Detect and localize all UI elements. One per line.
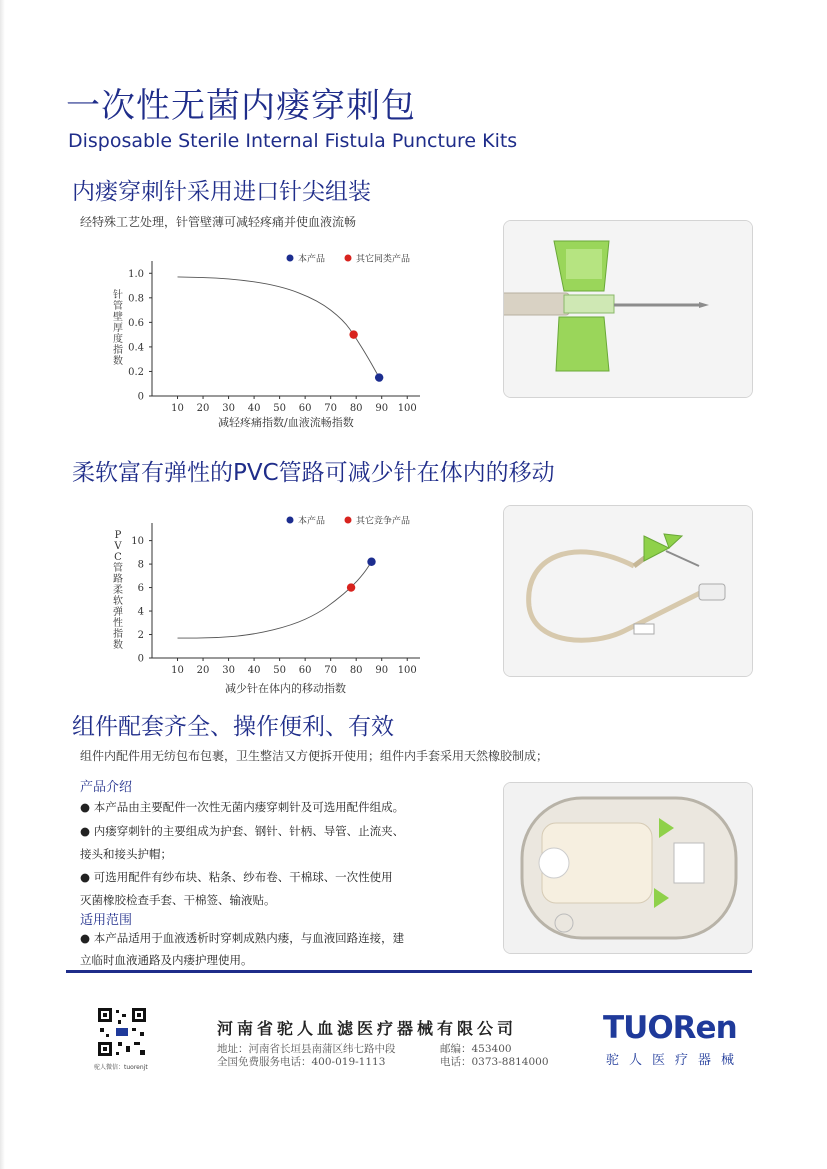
scope-item: ● 本产品适用于血液透析时穿刺成熟内瘘，与血液回路连接，建: [80, 931, 405, 945]
chart1-x-tick-label: 90: [375, 403, 389, 414]
chart2-legend-dot-other: [345, 517, 352, 524]
chart2-x-tick-label: 50: [273, 665, 286, 676]
chart2-legend-dot-product: [287, 517, 294, 524]
section3-subtext: 组件内配件用无纺包布包裹，卫生整洁又方便拆开使用；组件内手套采用天然橡胶制成；: [80, 749, 549, 763]
chart2-data-point: [347, 583, 355, 591]
product-photo-needle: [503, 220, 753, 398]
chart2-x-tick-label: 40: [247, 665, 261, 676]
company-name: 河南省驼人血滤医疗器械有限公司: [217, 1019, 518, 1038]
intro-item: 灭菌橡胶检查手套、干棉签、输液贴。: [80, 893, 276, 907]
chart1-x-axis-label: 减轻疼痛指数/血液流畅指数: [218, 416, 354, 429]
intro-item: ● 本产品由主要配件一次性无菌内瘘穿刺针及可选用配件组成。: [80, 800, 405, 814]
section3-heading: 组件配套齐全、操作便利、有效: [72, 714, 394, 740]
product-intro-label: 产品介绍: [80, 780, 133, 795]
chart1-x-tick-label: 30: [222, 403, 235, 414]
chart1-y-tick-label: 0.8: [128, 293, 144, 305]
chart2-y-tick-label: 4: [137, 606, 144, 618]
chart1-curve-line: [178, 277, 380, 378]
chart1-x-tick-label: 100: [397, 403, 417, 414]
chart2-y-tick-label: 10: [131, 536, 144, 548]
chart-wall-thickness: [100, 248, 430, 438]
qr-caption: 驼人微信：tuorenjt: [94, 1064, 148, 1071]
section1-subtext: 经特殊工艺处理，针管壁薄可减轻疼痛并使血液流畅: [80, 215, 357, 229]
chart1-y-tick-label: 0.2: [128, 366, 144, 378]
chart2-x-tick-label: 60: [298, 665, 312, 676]
chart1-legend-label-product: 本产品: [298, 254, 326, 265]
chart2-x-tick-label: 20: [196, 665, 210, 676]
section1-heading: 内瘘穿刺针采用进口针尖组装: [72, 179, 371, 205]
chart1-y-tick-label: 0.4: [128, 342, 144, 354]
chart1-x-tick-label: 60: [298, 403, 312, 414]
chart2-x-tick-label: 10: [171, 665, 184, 676]
qr-code-icon[interactable]: [96, 1006, 148, 1058]
chart1-x-tick-label: 80: [349, 403, 363, 414]
chart1-x-tick-label: 50: [273, 403, 286, 414]
company-hotline: 全国免费服务电话：400-019-1113: [217, 1056, 386, 1068]
pvc-tubing-illustration: [504, 506, 752, 676]
chart2-x-tick-label: 100: [397, 665, 417, 676]
chart2-legend-label-product: 本产品: [298, 516, 326, 527]
company-phone: 电话：0373-8814000: [440, 1056, 549, 1068]
chart2-x-tick-label: 90: [375, 665, 389, 676]
page-title-english: Disposable Sterile Internal Fistula Puncture Kits: [68, 130, 518, 152]
chart1-x-tick-label: 20: [196, 403, 210, 414]
product-photo-tubing: [503, 505, 753, 677]
chart2-y-tick-label: 6: [137, 583, 144, 595]
chart1-legend-label-other: 其它同类产品: [356, 254, 411, 265]
kit-tray-illustration: [504, 783, 752, 953]
chart2-data-point: [367, 558, 375, 566]
chart1-x-tick-label: 70: [324, 403, 338, 414]
chart1-data-point: [349, 330, 357, 338]
chart1-y-axis-label: 针管壁厚度指数: [113, 290, 123, 367]
chart2-x-tick-label: 80: [349, 665, 363, 676]
chart2-y-tick-label: 2: [137, 630, 144, 642]
chart1-data-point: [375, 373, 383, 381]
chart-pvc-elasticity: [100, 510, 430, 700]
scope-item: 立临时血液通路及内瘘护理使用。: [80, 953, 253, 967]
intro-item: ● 内瘘穿刺针的主要组成为护套、钢针、针柄、导管、止流夹、: [80, 824, 405, 838]
brand-logo-chinese: 驼人医疗器械: [606, 1053, 745, 1068]
company-address: 地址：河南省长垣县南蒲区纬七路中段: [217, 1043, 396, 1055]
section2-heading: 柔软富有弹性的PVC管路可减少针在体内的移动: [72, 460, 555, 486]
page-title: 一次性无菌内瘘穿刺包: [66, 86, 416, 126]
brand-logo: TUORen: [603, 1010, 737, 1046]
chart1-x-tick-label: 10: [171, 403, 184, 414]
chart2-x-tick-label: 70: [324, 665, 338, 676]
chart2-y-tick-label: 8: [137, 559, 144, 571]
chart1-legend-dot-other: [345, 255, 352, 262]
chart1-legend-dot-product: [287, 255, 294, 262]
product-photo-kit: [503, 782, 753, 954]
page-fold-shadow: [0, 0, 5, 1169]
chart2-y-tick-label: 0: [137, 653, 144, 665]
chart2-y-axis-label: P V C 管路柔软弹性指数: [113, 530, 123, 651]
scope-label: 适用范围: [80, 913, 133, 928]
chart2-x-tick-label: 30: [222, 665, 235, 676]
chart1-y-tick-label: 1.0: [128, 268, 144, 280]
intro-item: ● 可选用配件有纱布块、粘条、纱布卷、干棉球、一次性使用: [80, 870, 393, 884]
footer-divider: [66, 970, 752, 973]
chart1-x-tick-label: 40: [247, 403, 261, 414]
chart1-y-tick-label: 0.6: [128, 317, 144, 329]
intro-item: 接头和接头护帽；: [80, 847, 172, 861]
chart1-y-tick-label: 0: [137, 391, 144, 403]
chart2-legend-label-other: 其它竞争产品: [356, 516, 411, 527]
chart2-curve-line: [178, 562, 372, 638]
company-postcode: 邮编：453400: [440, 1043, 512, 1055]
fistula-needle-illustration: [504, 221, 752, 397]
chart2-x-axis-label: 减少针在体内的移动指数: [225, 682, 346, 695]
